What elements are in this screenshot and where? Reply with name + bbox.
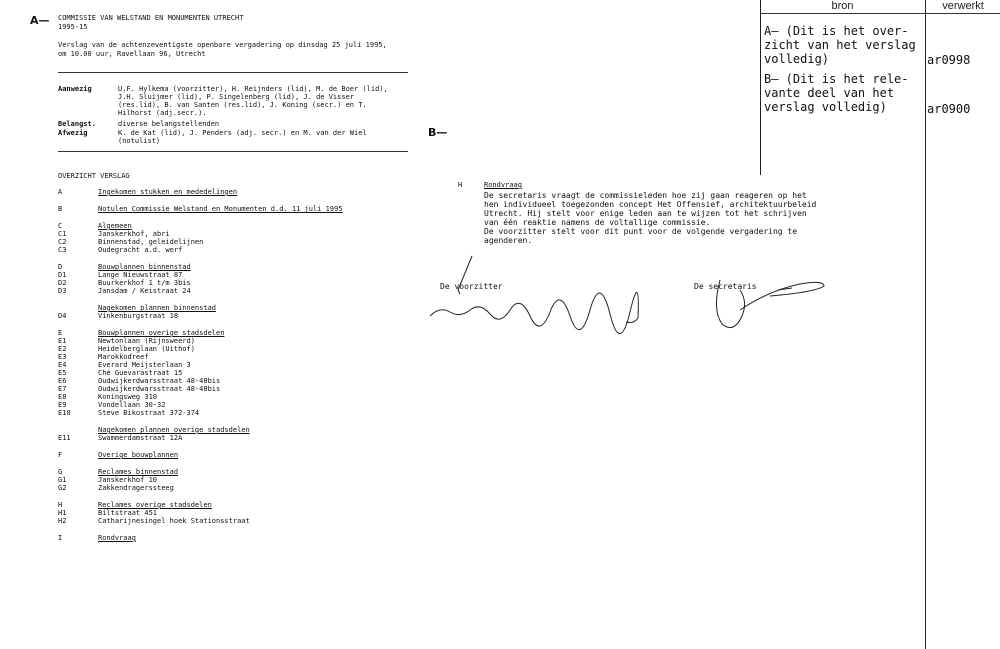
overview-text: Steve Bikostraat 372-374 — [98, 409, 200, 417]
overview-text: Buurkerkhof 1 t/m 3bis — [98, 279, 191, 287]
bron-note-a — [764, 24, 916, 66]
overview-text: Reclames overige stadsdelen — [98, 501, 212, 509]
absent-line: K. de Kat (lid), J. Penders (adj. secr.) en M. van der Wiel — [118, 129, 367, 137]
overview-code: D — [58, 263, 63, 271]
absent-line: (notulist) — [118, 137, 161, 145]
rondvraag-line: hen individueel toegezonden concept Het Offensief, architektuurbeleid — [484, 200, 817, 209]
overview-code: C1 — [58, 230, 67, 238]
report-line-1: Verslag van de achtenzeventigste openbare vergadering op dinsdag 25 juli 1995, — [58, 41, 387, 49]
overview-text: Binnenstad, geleidelijnen — [98, 238, 204, 246]
secretary-signature-loop — [716, 280, 744, 328]
overview-code: F — [58, 451, 63, 459]
overview-code: D2 — [58, 279, 67, 287]
overview-text: Marokkodreef — [98, 353, 149, 361]
overview-text: Swammerdamstraat 12A — [98, 434, 183, 442]
rondvraag-line: van één reaktie namens de voltallige commissie. — [484, 218, 711, 227]
bron-note-line: A— (Dit is het over- — [764, 24, 909, 38]
table-middle-border — [925, 0, 926, 649]
overview-text: Ché Guevarastraat 15 — [98, 369, 183, 377]
overview-text: Ingekomen stukken en mededelingen — [98, 188, 238, 196]
overview-text: Zakkendragerssteeg — [98, 484, 174, 492]
overview-code: E11 — [58, 434, 71, 442]
present-line: U.F. Hylkema (voorzitter), H. Reijnders (lid), M. de Boer (lid), — [118, 85, 388, 93]
overview-code: G1 — [58, 476, 67, 484]
present-list — [118, 85, 388, 117]
absent-list — [118, 129, 367, 145]
rondvraag-line: Utrecht. Hij stelt voor enige leden aan te wijzen tot het schrijven — [484, 209, 807, 218]
overview-code: E2 — [58, 345, 67, 353]
overview-code: G2 — [58, 484, 67, 492]
overview-code: E7 — [58, 385, 67, 393]
overview-text: Janskerkhof, abri — [98, 230, 170, 238]
signature-scribbles — [420, 250, 850, 340]
overview-text: Bouwplannen overige stadsdelen — [98, 329, 225, 337]
overview-text: Oudwijkerdwarsstraat 48-48bis — [98, 385, 221, 393]
overview-code: E3 — [58, 353, 67, 361]
overview-text: Nagekomen plannen binnenstad — [98, 304, 217, 312]
overview-code: H2 — [58, 517, 67, 525]
marker-b: B— — [428, 126, 448, 139]
report-number: 1995-15 — [58, 23, 88, 31]
overview-text: Reclames binnenstad — [98, 468, 179, 476]
overview-text: Bouwplannen binnenstad — [98, 263, 191, 271]
overview-code: E8 — [58, 393, 67, 401]
table-header-border — [760, 13, 1000, 14]
overview-text: Lange Nieuwstraat 87 — [98, 271, 183, 279]
present-label: Aanwezig — [58, 85, 92, 93]
col-header-verwerkt: verwerkt — [942, 0, 984, 12]
overview-code: H1 — [58, 509, 67, 517]
marker-a: A— — [30, 14, 50, 27]
interested-label: Belangst. — [58, 120, 96, 128]
verwerkt-code-a: ar0998 — [927, 53, 971, 67]
overview-code: C2 — [58, 238, 67, 246]
overview-text: Koningsweg 310 — [98, 393, 158, 401]
present-line: Hilhorst (adj.secr.). — [118, 109, 207, 117]
chair-label: De voorzitter — [440, 282, 503, 291]
overview-code: E6 — [58, 377, 67, 385]
overview-text: Vondellaan 30-32 — [98, 401, 166, 409]
col-header-bron: bron — [831, 0, 854, 12]
secretary-label: De secretaris — [694, 282, 757, 291]
divider-bottom — [58, 151, 408, 152]
rondvraag-code: H — [458, 181, 463, 189]
bron-note-line: zicht van het verslag — [764, 38, 916, 52]
table-left-border — [760, 0, 761, 175]
overview-text: Rondvraag — [98, 534, 136, 542]
present-line: (res.lid), B. van Santen (res.lid), J. Koning (secr.) en T. — [118, 101, 367, 109]
overview-text: Catharijnesingel hoek Stationsstraat — [98, 517, 250, 525]
bron-note-line: vante deel van het — [764, 86, 895, 100]
overview-text: Oudwijkerdwarsstraat 48-48bis — [98, 377, 221, 385]
overview-text: Nagekomen plannen overige stadsdelen — [98, 426, 250, 434]
overview-text: Vinkenburgstraat 18 — [98, 312, 179, 320]
rondvraag-title: Rondvraag — [484, 181, 522, 189]
overview-code: H — [58, 501, 63, 509]
overview-code: C — [58, 222, 63, 230]
overview-code: I — [58, 534, 63, 542]
overview-text: Everard Meijsterlaan 3 — [98, 361, 191, 369]
overview-text: Biltstraat 451 — [98, 509, 158, 517]
bron-note-line: verslag volledig) — [764, 100, 887, 114]
overview-code: D4 — [58, 312, 67, 320]
rondvraag-line: De secretaris vraagt de commissieleden hoe zij gaan reageren op het — [484, 191, 807, 200]
present-line: J.H. Sluijmer (lid), P. Singelenberg (lid), J. de Visser — [118, 93, 355, 101]
chair-signature-scribble — [430, 292, 638, 333]
rondvraag-body — [484, 191, 816, 245]
overview-code: D1 — [58, 271, 67, 279]
overview-code: A — [58, 188, 63, 196]
overview-code: G — [58, 468, 63, 476]
overview-text: Newtonlaan (Rijnsweerd) — [98, 337, 195, 345]
overview-code: E1 — [58, 337, 67, 345]
overview-text: Overige bouwplannen — [98, 451, 179, 459]
rondvraag-line: De voorzitter stelt voor dit punt voor de volgende vergadering te — [484, 227, 798, 236]
rondvraag-line: agenderen. — [484, 236, 533, 245]
interested-text: diverse belangstellenden — [118, 120, 220, 128]
verwerkt-code-b: ar0900 — [927, 102, 971, 116]
chair-signature-stroke — [458, 256, 472, 294]
overview-title: OVERZICHT VERSLAG — [58, 172, 130, 180]
overview-code: E9 — [58, 401, 67, 409]
bron-note-line: volledig) — [764, 52, 830, 66]
overview-text: Jansdam / Keistraat 24 — [98, 287, 191, 295]
overview-list — [58, 188, 418, 578]
overview-code: D3 — [58, 287, 67, 295]
overview-code: C3 — [58, 246, 67, 254]
overview-code: E10 — [58, 409, 71, 417]
overview-text: Janskerkhof 10 — [98, 476, 158, 484]
overview-code: B — [58, 205, 63, 213]
overview-code: E4 — [58, 361, 67, 369]
org-title: COMMISSIE VAN WELSTAND EN MONUMENTEN UTRECHT — [58, 14, 244, 22]
overview-code: E — [58, 329, 63, 337]
divider-top — [58, 72, 408, 73]
overview-text: Heidelberglaan (Uithof) — [98, 345, 195, 353]
bron-note-b — [764, 72, 909, 114]
overview-code: E5 — [58, 369, 67, 377]
overview-text: Oudegracht a.d. werf — [98, 246, 183, 254]
bron-note-line: B— (Dit is het rele- — [764, 72, 909, 86]
overview-text: Notulen Commissie Welstand en Monumenten d.d. 11 juli 1995 — [98, 205, 343, 213]
overview-text: Algemeen — [98, 222, 132, 230]
report-line-2: om 10.00 uur, Ravellaan 96, Utrecht — [58, 50, 206, 58]
absent-label: Afwezig — [58, 129, 88, 137]
secretary-signature-flourish — [740, 282, 824, 310]
